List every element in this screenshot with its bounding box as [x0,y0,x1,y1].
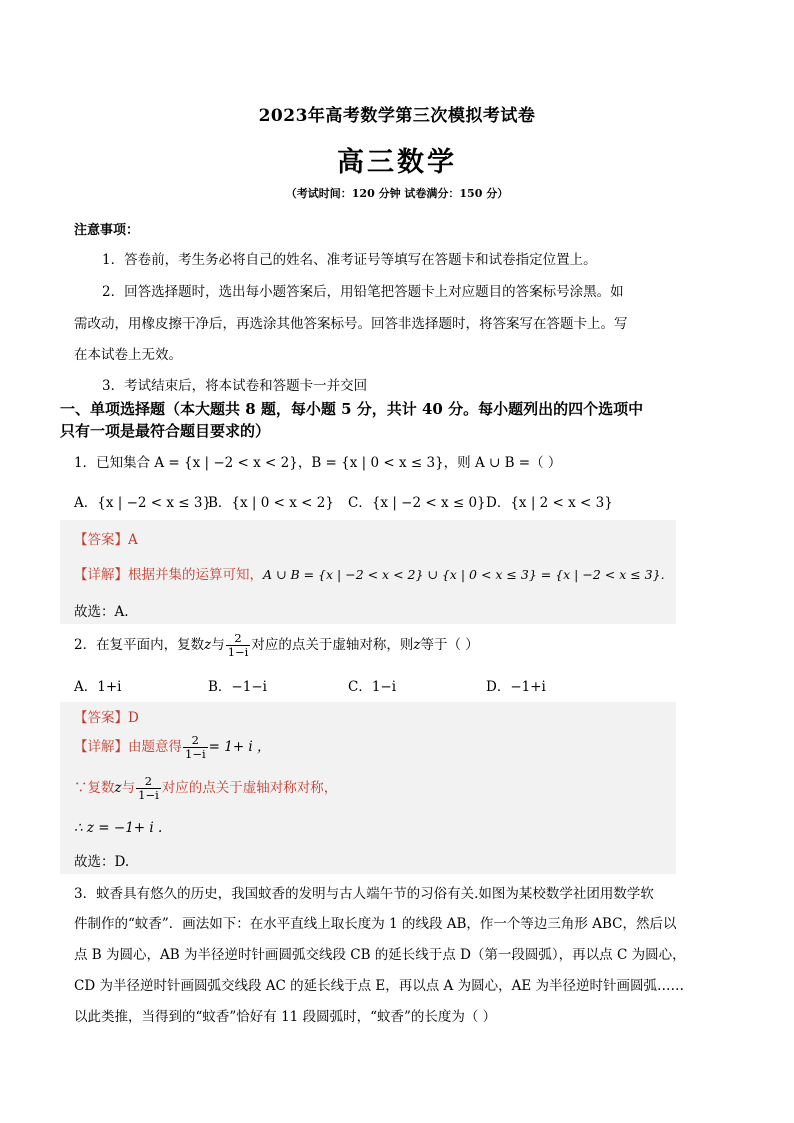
q1-detail [74,563,665,583]
q2-detail-text: 由题意得 [128,739,182,755]
q2-because-part-c: 对应的点关于虚轴对称对称， [161,780,338,796]
q2-frac-numerator: 2 [226,632,251,646]
q1-option-a: A．{x | −2 < x ≤ 3} [74,495,212,511]
q2-stem-z: z [204,637,212,653]
q2-stem [74,632,479,659]
q3-line-4: CD 为半径逆时针画圆弧交线段 AC 的延长线于点 E，再以点 A 为圆心，AE 为半径逆时针画圆弧…… [74,978,684,994]
q2-option-b: B．−1−i [208,679,267,695]
notice-item-2-line-3: 在本试卷上无效。 [74,347,182,363]
q2-stem-part-b: 与 [211,637,225,653]
q2-because-fraction [136,775,161,802]
q2-stem-part-d: 等于（ ） [420,637,479,653]
q1-option-c: C．{x | −2 < x ≤ 0} [348,495,486,511]
q1-detail-math: A ∪ B = {x | −2 < x < 2} ∪ {x | 0 < x ≤ 3} = {x | −2 < x ≤ 3}. [263,567,665,582]
q3-line-5: 以此类推，当得到的“蚊香”恰好有 11 段圆弧时，“蚊香”的长度为（ ） [74,1009,497,1025]
q1-stem: 1．已知集合 A = {x | −2 < x < 2}，B = {x | 0 < x ≤ 3}，则 A ∪ B =（ ） [74,455,562,471]
q2-stem-part-a: 2．在复平面内，复数 [74,637,205,653]
q2-stem-z-2: z [413,637,421,653]
q2-detail-tag: 【详解】 [74,739,128,755]
section-heading-line-2: 只有一项是最符合题目要求的） [60,422,271,440]
q1-answer-value: A [128,532,138,548]
notice-item-3: 3．考试结束后，将本试卷和答题卡一并交回 [102,378,368,394]
notice-item-2-line-1: 2．回答选择题时，选出每小题答案后，用铅笔把答题卡上对应题目的答案标号涂黑。如 [102,284,624,300]
q2-frac-denominator: 1−i [227,645,249,659]
exam-time-info: （考试时间：120 分钟 试卷满分：150 分） [285,187,509,200]
q3-line-1: 3．蚊香具有悠久的历史，我国蚊香的发明与古人端午节的习俗有关.如图为某校数学社团用数学软 [74,886,654,902]
q2-detail-frac-numerator: 2 [183,734,208,748]
q1-answer-tag: 【答案】 [74,532,128,548]
q2-because-frac-denominator: 1−i [138,788,159,802]
exam-title: 2023年高考数学第三次模拟考试卷 [258,106,536,126]
q2-because-part-b: 与 [121,780,136,796]
q2-because-z: z [114,780,122,796]
q1-answer [74,528,138,548]
q1-option-d: D．{x | 2 < x < 3} [486,495,613,511]
q2-detail-frac-denominator: 1−i [185,747,206,761]
q2-option-d: D．−1+i [486,679,546,695]
q2-conclusion: 故选：D. [74,854,130,870]
q2-option-a: A．1+i [74,679,122,695]
q1-detail-tag: 【详解】 [74,567,128,583]
subject-title: 高三数学 [337,147,457,178]
q2-because [74,775,337,802]
notice-item-2-line-2: 需改动，用橡皮擦干净后，再选涂其他答案标号。回答非选择题时，将答案写在答题卡上。写 [74,316,628,332]
q2-stem-fraction [226,632,251,659]
q1-conclusion: 故选：A. [74,604,129,620]
q1-option-b: B．{x | 0 < x < 2} [208,495,334,511]
q2-answer-tag: 【答案】 [74,710,128,726]
q2-detail-result: = 1+ i ， [208,739,271,755]
q2-because-frac-numerator: 2 [136,775,161,789]
q2-option-c: C．1−i [348,679,397,695]
q2-detail [74,734,271,761]
q2-answer [74,706,139,726]
q2-detail-fraction [183,734,208,761]
section-heading-line-1: 一、单项选择题（本大题共 8 题，每小题 5 分，共计 40 分。每小题列出的四个选项中 [60,400,644,418]
q1-detail-text: 根据并集的运算可知， [128,567,263,583]
q2-because-part-a: ∵复数 [74,780,115,796]
q2-stem-part-c: 对应的点关于虚轴对称，则 [251,637,414,653]
q2-therefore: ∴ z = −1+ i . [74,820,163,836]
q2-answer-value: D [128,710,139,726]
q3-line-3: 点 B 为圆心，AB 为半径逆时针画圆弧交线段 CB 的延长线于点 D（第一段圆弧），再以点 C 为圆心， [74,947,686,963]
notice-heading: 注意事项： [74,223,140,238]
notice-item-1: 1．答卷前，考生务必将自己的姓名、准考证号等填写在答题卡和试卷指定位置上。 [102,252,597,268]
q3-line-2: 件制作的“蚊香”．画法如下：在水平直线上取长度为 1 的线段 AB，作一个等边三角形 ABC，然后以 [74,916,677,932]
